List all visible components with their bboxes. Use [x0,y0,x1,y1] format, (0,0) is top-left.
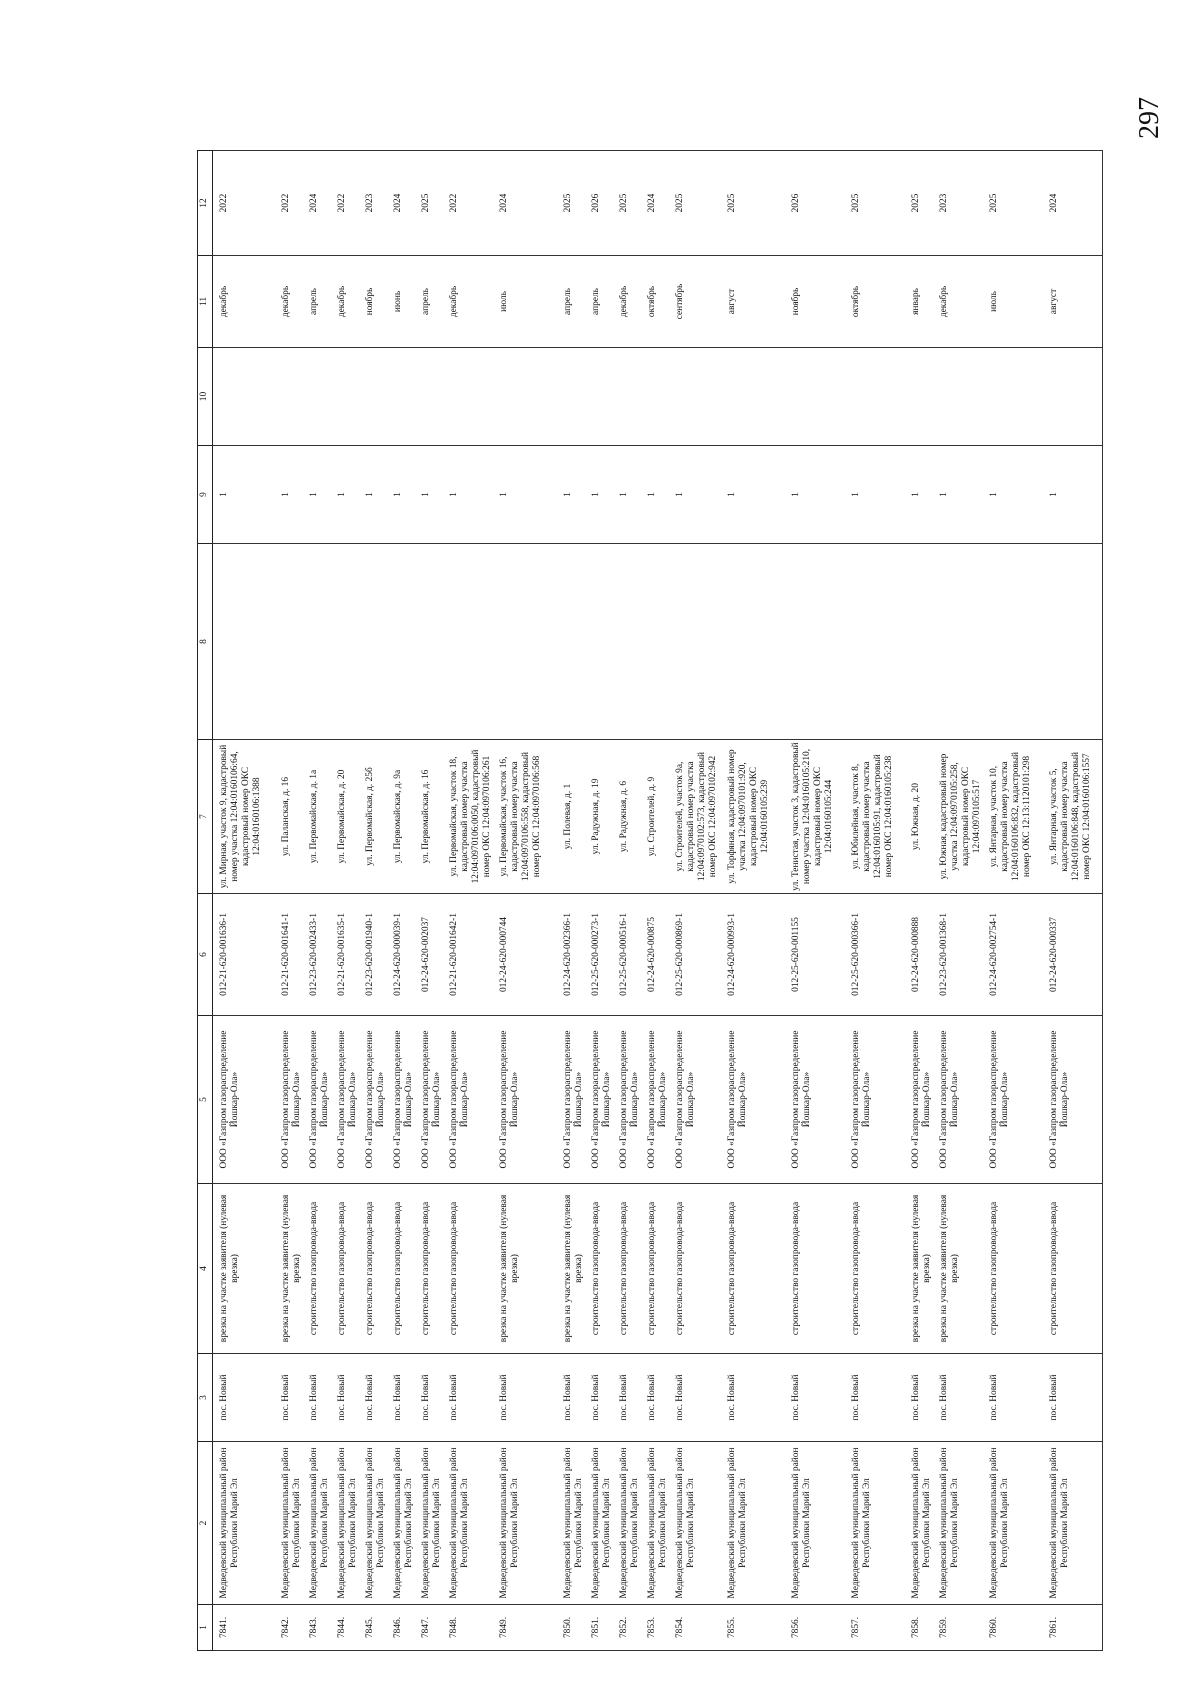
column-8-cell [275,544,303,740]
district-cell: Медведевский муниципальный район Республики Марий Эл [933,1442,983,1605]
settlement-cell: пос. Новый [785,1354,845,1442]
work-type-cell: строительство газопровода-ввода [785,1184,845,1354]
work-type-cell: врезка на участке заявителя (нулевая врезка) [213,1184,275,1354]
settlement-cell: пос. Новый [493,1354,557,1442]
row-number: 7844. [331,1605,359,1651]
settlement-cell: пос. Новый [613,1354,641,1442]
year-cell: 2026 [585,151,613,256]
column-8-cell [905,544,933,740]
month-cell: август [1043,256,1103,348]
table-row [905,151,933,1651]
address-cell: ул. Строителей, д. 9 [641,740,669,894]
table-row [641,151,669,1651]
year-cell: 2024 [387,151,415,256]
row-number: 7846. [387,1605,415,1651]
column-10-cell [669,348,721,446]
year-cell: 2025 [983,151,1043,256]
year-cell: 2025 [669,151,721,256]
settlement-cell: пос. Новый [557,1354,585,1442]
month-cell: декабрь [443,256,493,348]
month-cell: декабрь [213,256,275,348]
district-cell: Медведевский муниципальный район Республики Марий Эл [213,1442,275,1605]
quantity-cell: 1 [415,446,443,544]
month-cell: декабрь [275,256,303,348]
code-cell: 012-24-620-002037 [415,894,443,1016]
column-8-cell [331,544,359,740]
column-8-cell [669,544,721,740]
code-cell: 012-21-620-001635-1 [331,894,359,1016]
column-8-cell [557,544,585,740]
year-cell: 2022 [443,151,493,256]
settlement-cell: пос. Новый [443,1354,493,1442]
column-8-cell [443,544,493,740]
quantity-cell: 1 [641,446,669,544]
table-row [557,151,585,1651]
code-cell: 012-21-620-001642-1 [443,894,493,1016]
district-cell: Медведевский муниципальный район Республики Марий Эл [845,1442,905,1605]
district-cell: Медведевский муниципальный район Республики Марий Эл [669,1442,721,1605]
row-number: 7858. [905,1605,933,1651]
quantity-cell: 1 [443,446,493,544]
month-cell: август [721,256,785,348]
quantity-cell: 1 [845,446,905,544]
work-type-cell: строительство газопровода-ввода [359,1184,387,1354]
column-10-cell [331,348,359,446]
quantity-cell: 1 [585,446,613,544]
column-10-cell [213,348,275,446]
work-type-cell: строительство газопровода-ввода [721,1184,785,1354]
row-number: 7845. [359,1605,387,1651]
column-10-cell [641,348,669,446]
address-cell: ул. Паланская, д. 16 [275,740,303,894]
district-cell: Медведевский муниципальный район Республики Марий Эл [359,1442,387,1605]
month-cell: июль [983,256,1043,348]
code-cell: 012-23-620-001940-1 [359,894,387,1016]
column-10-cell [275,348,303,446]
settlement-cell: пос. Новый [983,1354,1043,1442]
organization-cell: ООО «Газпром газораспределение Йошкар-Ола» [303,1016,331,1184]
row-number: 7853. [641,1605,669,1651]
rotated-page-content [197,97,1200,1697]
column-10-cell [493,348,557,446]
column-8-cell [983,544,1043,740]
column-8-cell [933,544,983,740]
column-8-cell [845,544,905,740]
settlement-cell: пос. Новый [213,1354,275,1442]
year-cell: 2025 [557,151,585,256]
address-cell: ул. Южная, кадастровый номер участка 12:04:0970105:258, кадастровый номер ОКС 12:04:0970105:517 [933,740,983,894]
quantity-cell: 1 [387,446,415,544]
column-8-cell [213,544,275,740]
table-row [1043,151,1103,1651]
address-cell: ул. Торфяная, кадастровый номер участка 12:04:0970101:920, кадастровый номер ОКС 12:04:0160105:239 [721,740,785,894]
column-8-cell [1043,544,1103,740]
settlement-cell: пос. Новый [359,1354,387,1442]
quantity-cell: 1 [359,446,387,544]
organization-cell: ООО «Газпром газораспределение Йошкар-Ола» [1043,1016,1103,1184]
table-row [845,151,905,1651]
table-row [983,151,1043,1651]
address-cell: ул. Тенистая, участок 3, кадастровый номер участка 12:04:0160105:210, кадастровый номер ОКС 12:04:0160105:244 [785,740,845,894]
table-row [933,151,983,1651]
row-number: 7842. [275,1605,303,1651]
work-type-cell: строительство газопровода-ввода [443,1184,493,1354]
row-number: 7849. [493,1605,557,1651]
settlement-cell: пос. Новый [721,1354,785,1442]
settlement-cell: пос. Новый [275,1354,303,1442]
row-number: 7850. [557,1605,585,1651]
row-number: 7857. [845,1605,905,1651]
quantity-cell: 1 [721,446,785,544]
year-cell: 2024 [1043,151,1103,256]
table-row [613,151,641,1651]
code-cell: 012-24-620-000888 [905,894,933,1016]
work-type-cell: врезка на участке заявителя (нулевая врезка) [905,1184,933,1354]
column-8-cell [415,544,443,740]
code-cell: 012-23-620-002433-1 [303,894,331,1016]
code-cell: 012-21-620-001636-1 [213,894,275,1016]
column-10-cell [613,348,641,446]
code-cell: 012-25-620-000273-1 [585,894,613,1016]
row-number: 7851. [585,1605,613,1651]
table-row [721,151,785,1651]
address-cell: ул. Первомайская, участок 18, кадастровый номер участка 12:04:0970106:0050, кадастровый номер ОКС 12:04:0970106:261 [443,740,493,894]
table-row [359,151,387,1651]
organization-cell: ООО «Газпром газораспределение Йошкар-Ола» [359,1016,387,1184]
address-cell: ул. Первомайская, д. 9а [387,740,415,894]
settlement-cell: пос. Новый [641,1354,669,1442]
address-cell: ул. Первомайская, участок 16, кадастровый номер участка 12:04:0970106:558, кадастровый номер ОКС 12:04:0970106:568 [493,740,557,894]
code-cell: 012-24-620-000337 [1043,894,1103,1016]
month-cell: сентябрь [669,256,721,348]
address-cell: ул. Юбилейная, участок 8, кадастровый номер участка 12:04:0160105:91, кадастровый номер ОКС 12:04:0160105:238 [845,740,905,894]
address-cell: ул. Южная, д. 20 [905,740,933,894]
row-number: 7843. [303,1605,331,1651]
year-cell: 2026 [785,151,845,256]
work-type-cell: врезка на участке заявителя (нулевая врезка) [557,1184,585,1354]
year-cell: 2025 [905,151,933,256]
table-row [415,151,443,1651]
settlement-cell: пос. Новый [905,1354,933,1442]
column-10-cell [933,348,983,446]
code-cell: 012-24-620-002754-1 [983,894,1043,1016]
organization-cell: ООО «Газпром газораспределение Йошкар-Ола» [641,1016,669,1184]
table-row [387,151,415,1651]
table-row [213,151,275,1651]
month-cell: апрель [303,256,331,348]
code-cell: 012-25-620-000516-1 [613,894,641,1016]
quantity-cell: 1 [785,446,845,544]
district-cell: Медведевский муниципальный район Республики Марий Эл [557,1442,585,1605]
work-type-cell: строительство газопровода-ввода [415,1184,443,1354]
month-cell: декабрь [613,256,641,348]
column-header: 5 [198,1016,213,1184]
year-cell: 2024 [303,151,331,256]
row-number: 7861. [1043,1605,1103,1651]
work-type-cell: строительство газопровода-ввода [387,1184,415,1354]
row-number: 7852. [613,1605,641,1651]
month-cell: июнь [387,256,415,348]
column-number-header-row [198,151,213,1651]
year-cell: 2022 [213,151,275,256]
address-cell: ул. Первомайская, д. 25б [359,740,387,894]
column-header: 12 [198,151,213,256]
row-number: 7854. [669,1605,721,1651]
column-10-cell [415,348,443,446]
address-cell: ул. Первомайская, д. 16 [415,740,443,894]
code-cell: 012-25-620-001155 [785,894,845,1016]
quantity-cell: 1 [213,446,275,544]
work-type-cell: строительство газопровода-ввода [585,1184,613,1354]
quantity-cell: 1 [1043,446,1103,544]
row-number: 7860. [983,1605,1043,1651]
column-10-cell [585,348,613,446]
column-10-cell [905,348,933,446]
month-cell: январь [905,256,933,348]
table-row [303,151,331,1651]
month-cell: апрель [585,256,613,348]
table-row [331,151,359,1651]
work-type-cell: строительство газопровода-ввода [331,1184,359,1354]
column-10-cell [303,348,331,446]
district-cell: Медведевский муниципальный район Республики Марий Эл [443,1442,493,1605]
settlement-cell: пос. Новый [415,1354,443,1442]
table-row [443,151,493,1651]
year-cell: 2025 [845,151,905,256]
district-cell: Медведевский муниципальный район Республики Марий Эл [785,1442,845,1605]
district-cell: Медведевский муниципальный район Республики Марий Эл [331,1442,359,1605]
organization-cell: ООО «Газпром газораспределение Йошкар-Ола» [275,1016,303,1184]
organization-cell: ООО «Газпром газораспределение Йошкар-Ола» [845,1016,905,1184]
month-cell: апрель [557,256,585,348]
year-cell: 2023 [933,151,983,256]
code-cell: 012-21-620-001641-1 [275,894,303,1016]
table-row [493,151,557,1651]
table-row [785,151,845,1651]
organization-cell: ООО «Газпром газораспределение Йошкар-Ола» [557,1016,585,1184]
row-number: 7841. [213,1605,275,1651]
column-8-cell [613,544,641,740]
organization-cell: ООО «Газпром газораспределение Йошкар-Ола» [785,1016,845,1184]
address-cell: ул. Янтарная, участок 5, кадастровый номер участка 12:04:0160106:848, кадастровый номер ОКС 12:04:0160106:1557 [1043,740,1103,894]
month-cell: октябрь [641,256,669,348]
year-cell: 2025 [415,151,443,256]
column-8-cell [387,544,415,740]
year-cell: 2022 [331,151,359,256]
address-cell: ул. Первомайская, д. 20 [331,740,359,894]
quantity-cell: 1 [331,446,359,544]
code-cell: 012-24-620-000993-1 [721,894,785,1016]
column-10-cell [721,348,785,446]
address-cell: ул. Мирная, участок 9, кадастровый номер участка 12:04:0160106:64, кадастровый номер ОКС 12:04:0160106:1388 [213,740,275,894]
district-cell: Медведевский муниципальный район Республики Марий Эл [303,1442,331,1605]
quantity-cell: 1 [669,446,721,544]
settlement-cell: пос. Новый [303,1354,331,1442]
year-cell: 2023 [359,151,387,256]
organization-cell: ООО «Газпром газораспределение Йошкар-Ола» [983,1016,1043,1184]
settlement-cell: пос. Новый [845,1354,905,1442]
column-10-cell [443,348,493,446]
year-cell: 2024 [641,151,669,256]
organization-cell: ООО «Газпром газораспределение Йошкар-Ола» [331,1016,359,1184]
organization-cell: ООО «Газпром газораспределение Йошкар-Ола» [493,1016,557,1184]
organization-cell: ООО «Газпром газораспределение Йошкар-Ола» [443,1016,493,1184]
month-cell: апрель [415,256,443,348]
quantity-cell: 1 [275,446,303,544]
column-8-cell [493,544,557,740]
district-cell: Медведевский муниципальный район Республики Марий Эл [905,1442,933,1605]
address-cell: ул. Первомайская, д. 1а [303,740,331,894]
work-type-cell: строительство газопровода-ввода [303,1184,331,1354]
quantity-cell: 1 [557,446,585,544]
district-cell: Медведевский муниципальный район Республики Марий Эл [721,1442,785,1605]
district-cell: Медведевский муниципальный район Республики Марий Эл [1043,1442,1103,1605]
address-cell: ул. Полевая, д. 1 [557,740,585,894]
row-number: 7847. [415,1605,443,1651]
district-cell: Медведевский муниципальный район Республики Марий Эл [275,1442,303,1605]
page-number: 297 [1134,97,1165,139]
code-cell: 012-24-620-000039-1 [387,894,415,1016]
column-header: 3 [198,1354,213,1442]
column-header: 10 [198,348,213,446]
district-cell: Медведевский муниципальный район Республики Марий Эл [641,1442,669,1605]
settlement-cell: пос. Новый [585,1354,613,1442]
code-cell: 012-25-620-000869-1 [669,894,721,1016]
month-cell: декабрь [933,256,983,348]
work-type-cell: врезка на участке заявителя (нулевая врезка) [493,1184,557,1354]
settlement-cell: пос. Новый [331,1354,359,1442]
work-type-cell: врезка на участке заявителя (нулевая врезка) [275,1184,303,1354]
work-type-cell: строительство газопровода-ввода [1043,1184,1103,1354]
address-cell: ул. Радужная, д. 19 [585,740,613,894]
work-type-cell: строительство газопровода-ввода [613,1184,641,1354]
gas-connection-register-table [197,150,1103,1651]
table-row [585,151,613,1651]
year-cell: 2024 [493,151,557,256]
organization-cell: ООО «Газпром газораспределение Йошкар-Ола» [415,1016,443,1184]
year-cell: 2025 [721,151,785,256]
district-cell: Медведевский муниципальный район Республики Марий Эл [983,1442,1043,1605]
row-number: 7848. [443,1605,493,1651]
quantity-cell: 1 [303,446,331,544]
column-header: 9 [198,446,213,544]
column-header: 8 [198,544,213,740]
work-type-cell: врезка на участке заявителя (нулевая врезка) [933,1184,983,1354]
code-cell: 012-24-620-002366-1 [557,894,585,1016]
table-row [275,151,303,1651]
address-cell: ул. Радужная, д. 6 [613,740,641,894]
table-row [669,151,721,1651]
column-8-cell [359,544,387,740]
month-cell: июль [493,256,557,348]
district-cell: Медведевский муниципальный район Республики Марий Эл [387,1442,415,1605]
month-cell: ноябрь [785,256,845,348]
column-header: 11 [198,256,213,348]
code-cell: 012-25-620-000366-1 [845,894,905,1016]
row-number: 7856. [785,1605,845,1651]
code-cell: 012-23-620-001368-1 [933,894,983,1016]
organization-cell: ООО «Газпром газораспределение Йошкар-Ола» [613,1016,641,1184]
column-10-cell [387,348,415,446]
work-type-cell: строительство газопровода-ввода [641,1184,669,1354]
code-cell: 012-24-620-000744 [493,894,557,1016]
column-8-cell [585,544,613,740]
column-8-cell [641,544,669,740]
quantity-cell: 1 [493,446,557,544]
settlement-cell: пос. Новый [933,1354,983,1442]
row-number: 7855. [721,1605,785,1651]
year-cell: 2022 [275,151,303,256]
work-type-cell: строительство газопровода-ввода [845,1184,905,1354]
address-cell: ул. Янтарная, участок 10, кадастровый номер участка 12:04:0160106:832, кадастровый номер ОКС 12:13:1120101:298 [983,740,1043,894]
organization-cell: ООО «Газпром газораспределение Йошкар-Ола» [213,1016,275,1184]
quantity-cell: 1 [905,446,933,544]
organization-cell: ООО «Газпром газораспределение Йошкар-Ола» [585,1016,613,1184]
column-header: 6 [198,894,213,1016]
column-10-cell [1043,348,1103,446]
column-10-cell [983,348,1043,446]
column-10-cell [359,348,387,446]
column-8-cell [785,544,845,740]
column-header: 4 [198,1184,213,1354]
settlement-cell: пос. Новый [1043,1354,1103,1442]
month-cell: октябрь [845,256,905,348]
code-cell: 012-24-620-000875 [641,894,669,1016]
organization-cell: ООО «Газпром газораспределение Йошкар-Ола» [905,1016,933,1184]
settlement-cell: пос. Новый [387,1354,415,1442]
quantity-cell: 1 [983,446,1043,544]
settlement-cell: пос. Новый [669,1354,721,1442]
month-cell: ноябрь [359,256,387,348]
quantity-cell: 1 [933,446,983,544]
work-type-cell: строительство газопровода-ввода [983,1184,1043,1354]
organization-cell: ООО «Газпром газораспределение Йошкар-Ола» [933,1016,983,1184]
organization-cell: ООО «Газпром газораспределение Йошкар-Ола» [387,1016,415,1184]
column-10-cell [557,348,585,446]
column-header: 1 [198,1605,213,1651]
organization-cell: ООО «Газпром газораспределение Йошкар-Ола» [721,1016,785,1184]
year-cell: 2025 [613,151,641,256]
quantity-cell: 1 [613,446,641,544]
address-cell: ул. Строителей, участок 9а, кадастровый номер участка 12:04:0970102:573, кадастровый номер ОКС 12:04:0970102:942 [669,740,721,894]
column-8-cell [303,544,331,740]
district-cell: Медведевский муниципальный район Республики Марий Эл [415,1442,443,1605]
column-10-cell [845,348,905,446]
district-cell: Медведевский муниципальный район Республики Марий Эл [613,1442,641,1605]
district-cell: Медведевский муниципальный район Республики Марий Эл [493,1442,557,1605]
month-cell: декабрь [331,256,359,348]
row-number: 7859. [933,1605,983,1651]
column-header: 7 [198,740,213,894]
column-header: 2 [198,1442,213,1605]
table-body [213,151,1103,1651]
district-cell: Медведевский муниципальный район Республики Марий Эл [585,1442,613,1605]
column-10-cell [785,348,845,446]
column-8-cell [721,544,785,740]
organization-cell: ООО «Газпром газораспределение Йошкар-Ола» [669,1016,721,1184]
work-type-cell: строительство газопровода-ввода [669,1184,721,1354]
